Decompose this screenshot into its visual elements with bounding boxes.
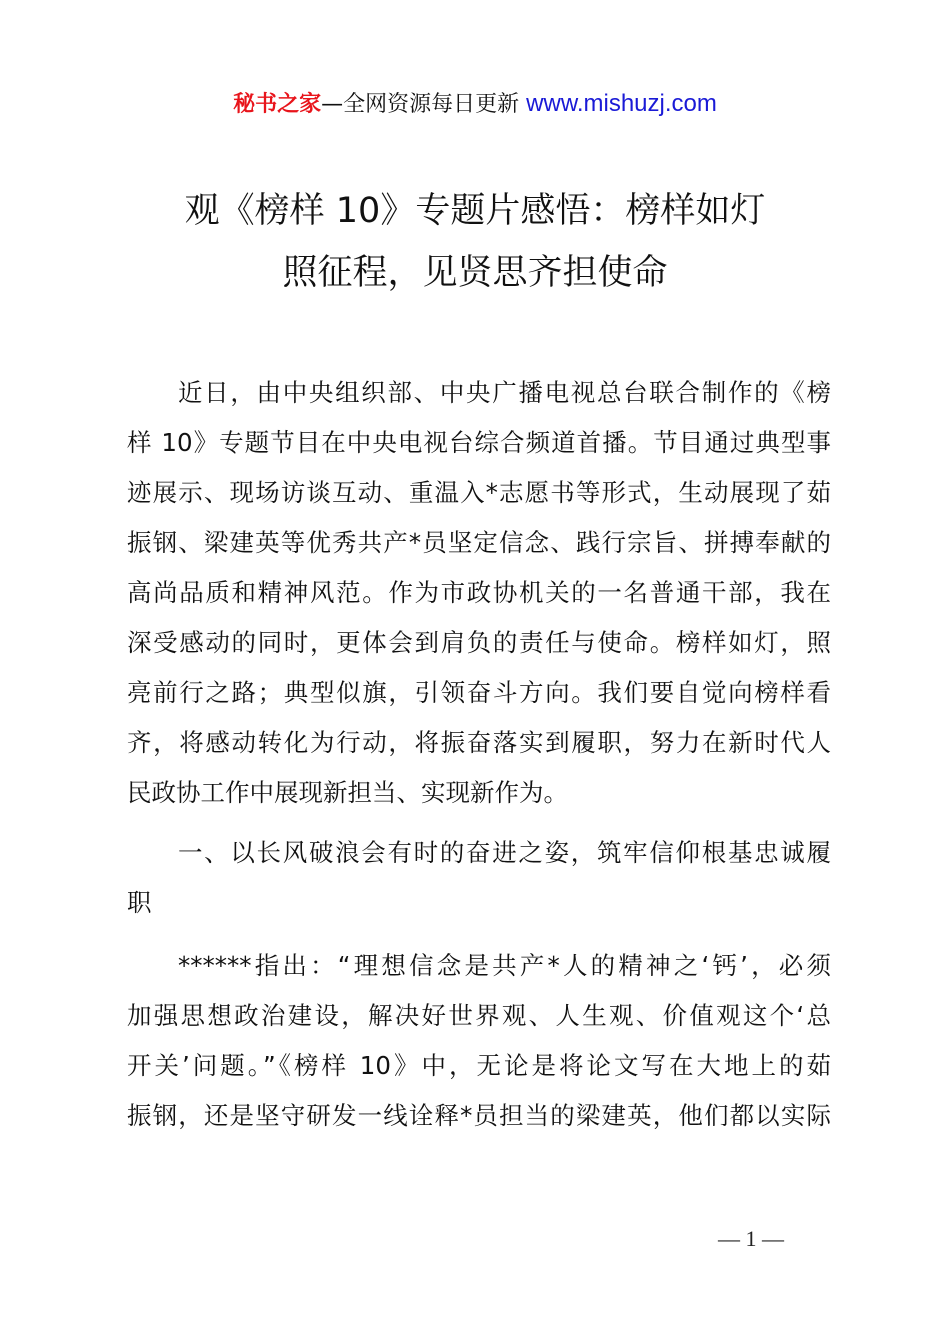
text-line: 迹展示、现场访谈互动、重温入*志愿书等形式，生动展现了茹 [127,478,831,507]
site-header [0,88,950,121]
title-line: 观《榜样 10》专题片感悟：榜样如灯 [184,191,766,231]
text-line: 民政协工作中展现新担当、实现新作为。 [127,778,568,807]
text-line: 齐，将感动转化为行动，将振奋落实到履职，努力在新时代人 [127,728,831,757]
brand-name: 秘书之家 [233,92,322,117]
text-line: 振钢、梁建英等优秀共产*员坚定信念、践行宗旨、拼搏奉献的 [127,528,831,557]
text-line: 高尚品质和精神风范。作为市政协机关的一名普通干部，我在 [127,578,831,607]
paragraph-intro [127,368,831,818]
text-line: 亮前行之路；典型似旗，引领奋斗方向。我们要自觉向榜样看 [127,678,831,707]
section-heading-1 [127,828,831,928]
text-line: 近日，由中央组织部、中央广播电视总台联合制作的《榜 [178,378,831,407]
text-line: 振钢，还是坚守研发一线诠释*员担当的梁建英，他们都以实际 [127,1101,831,1130]
text-line: 深受感动的同时，更体会到肩负的责任与使命。榜样如灯，照 [127,628,831,657]
paragraph-quote [127,941,831,1141]
site-url[interactable]: www.mishuzj.com [526,90,717,117]
text-line: ******指出：“理想信念是共产*人的精神之‘钙’，必须 [178,951,831,980]
text-line: 开关’问题。”《榜样 10》中，无论是将论文写在大地上的茹 [127,1051,831,1080]
text-line: 样 10》专题节目在中央电视台综合频道首播。节目通过典型事 [127,428,831,457]
title-line: 照征程，见贤思齐担使命 [282,253,668,293]
text-line: 加强思想政治建设，解决好世界观、人生观、价值观这个‘总 [127,1001,831,1030]
text-line: 职 [127,888,152,917]
document-title [0,180,950,304]
slogan: —全网资源每日更新 [321,92,520,117]
page-number: — 1 — [718,1226,784,1251]
text-line: 一、以长风破浪会有时的奋进之姿，筑牢信仰根基忠诚履 [178,838,831,867]
